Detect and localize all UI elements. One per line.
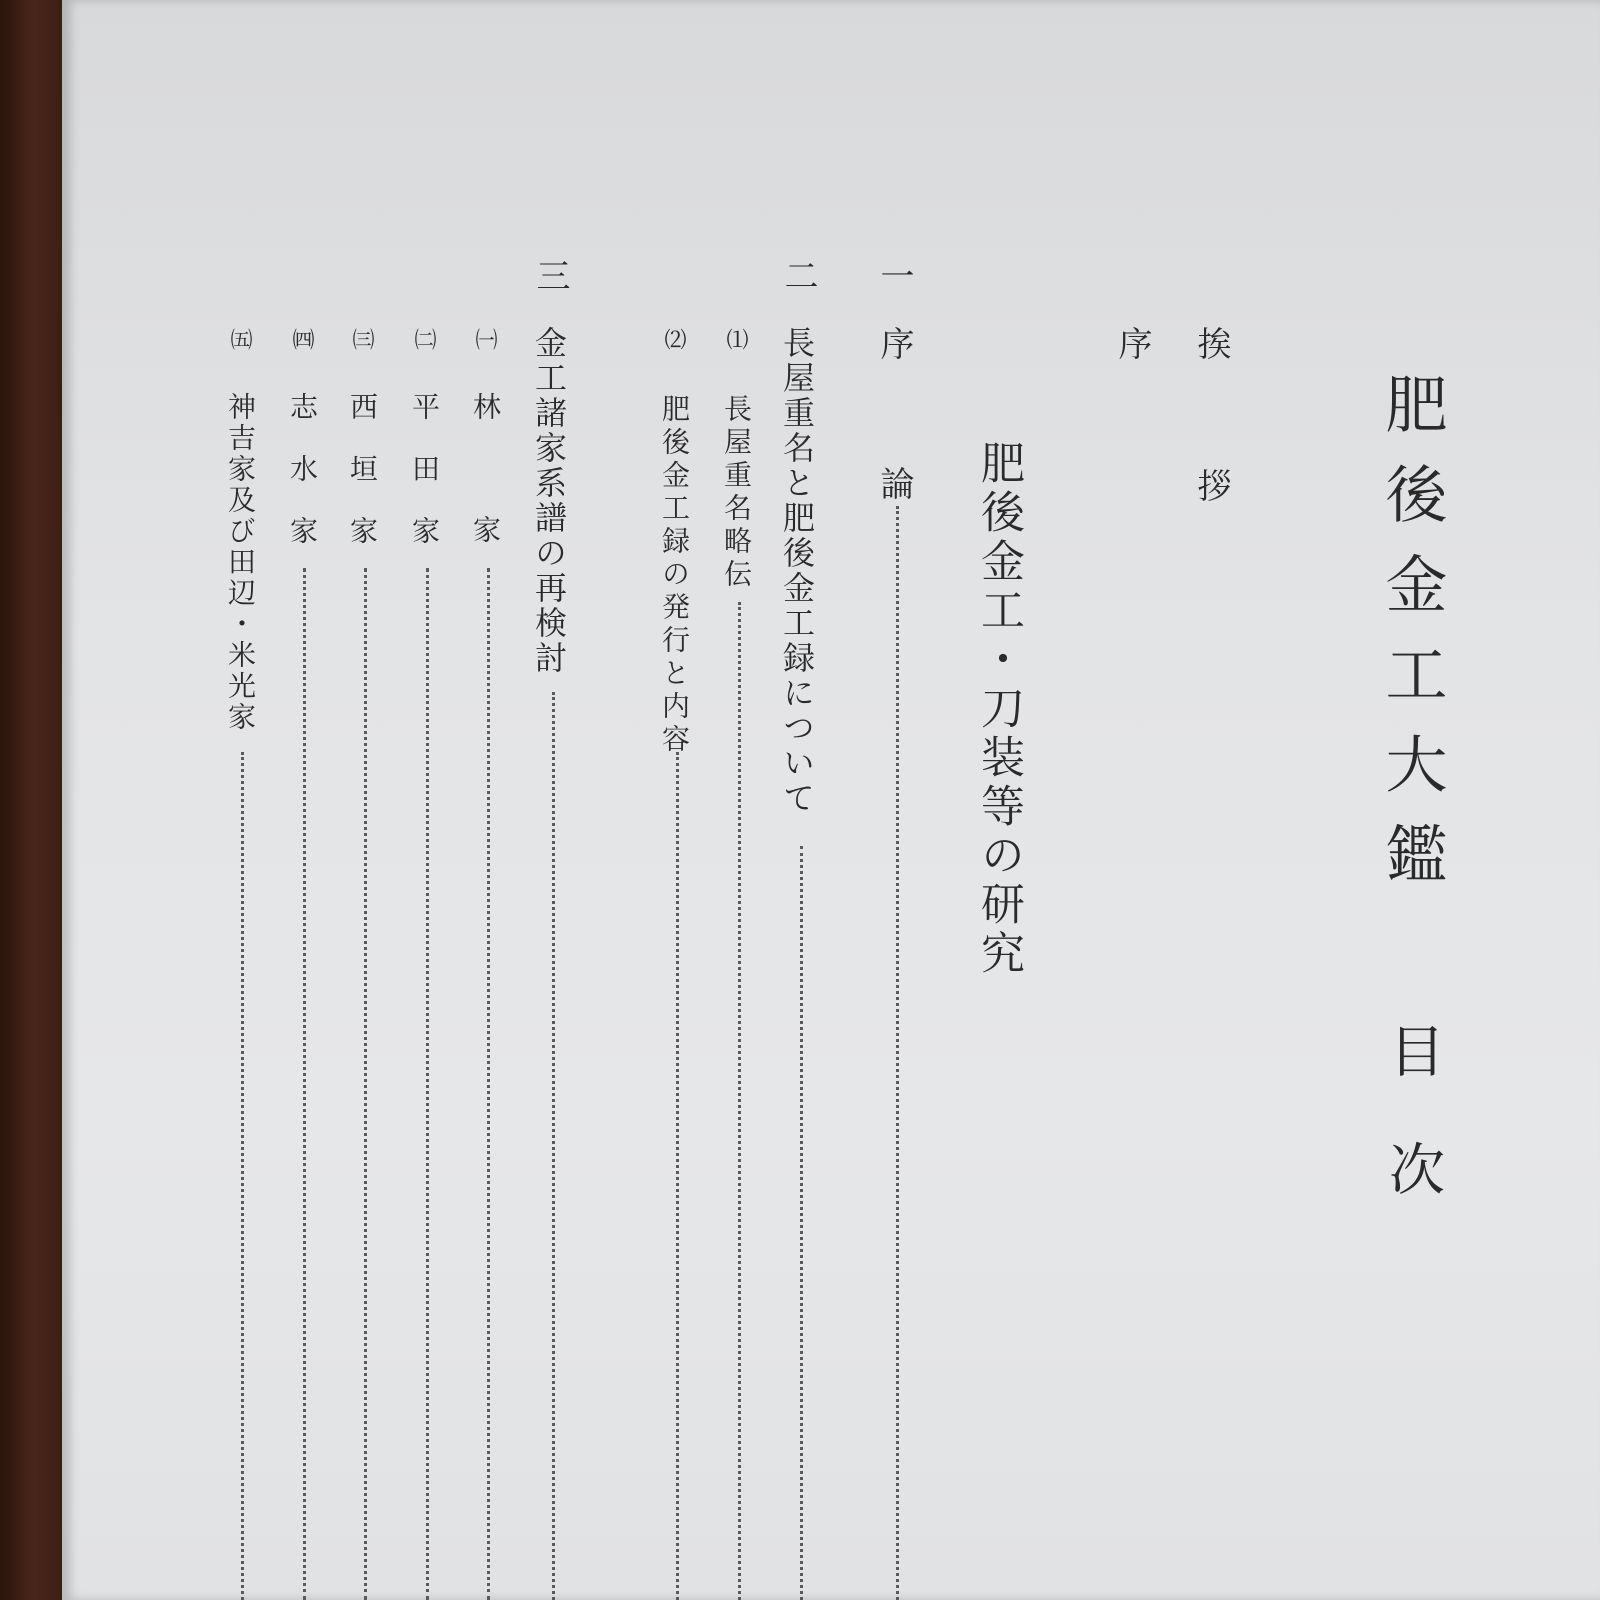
sub-1-number: ⑴ bbox=[723, 328, 748, 350]
sub3-5-title: 神吉家及び田辺・米光家 bbox=[224, 392, 257, 733]
sub3-2-title: 平田家 bbox=[408, 392, 441, 578]
greeting-entry: 挨拶 bbox=[1191, 326, 1231, 610]
chapter-1-title: 序論 bbox=[874, 326, 914, 606]
chapter-3-number: 三 bbox=[530, 258, 570, 292]
toc-page bbox=[62, 0, 1600, 1600]
sub3-5-number: ㈤ bbox=[227, 328, 252, 350]
preface-entry: 序 bbox=[1112, 326, 1152, 360]
sub-1-leader bbox=[738, 602, 741, 1600]
sub3-4-number: ㈣ bbox=[289, 328, 314, 350]
chapter-2-number: 二 bbox=[778, 258, 818, 292]
sub-2-number: ⑵ bbox=[661, 328, 686, 350]
sub3-3-title: 西垣家 bbox=[346, 392, 379, 578]
section-title: 肥後金工・刀装等の研究 bbox=[973, 440, 1024, 979]
sub3-4-title: 志水家 bbox=[286, 392, 319, 578]
toc-heading: 目次 bbox=[1380, 1022, 1445, 1258]
sub3-2-number: ㈡ bbox=[411, 328, 436, 350]
sub-2-leader bbox=[676, 752, 679, 1600]
sub3-5-leader bbox=[241, 752, 244, 1600]
chapter-2-leader bbox=[800, 846, 803, 1600]
sub-1-title: 長屋重名略伝 bbox=[720, 394, 753, 592]
sub3-4-leader bbox=[303, 568, 306, 1600]
sub3-2-leader bbox=[426, 568, 429, 1600]
sub3-3-leader bbox=[364, 568, 367, 1600]
chapter-3-leader bbox=[552, 692, 555, 1600]
sub3-1-title: 林家 bbox=[469, 392, 502, 638]
chapter-2-title: 長屋重名と肥後金工録について bbox=[778, 326, 816, 816]
chapter-1-number: 一 bbox=[874, 258, 914, 292]
chapter-3-title: 金工諸家系譜の再検討 bbox=[530, 326, 568, 676]
chapter-1-leader bbox=[896, 506, 899, 1600]
sub3-1-number: ㈠ bbox=[472, 328, 497, 350]
book-spine-edge bbox=[0, 0, 62, 1600]
book-title: 肥後金工大鑑 bbox=[1375, 372, 1448, 912]
sub3-1-leader bbox=[487, 568, 490, 1600]
sub-2-title: 肥後金工録の発行と内容 bbox=[658, 394, 691, 757]
sub3-3-number: ㈢ bbox=[349, 328, 374, 350]
